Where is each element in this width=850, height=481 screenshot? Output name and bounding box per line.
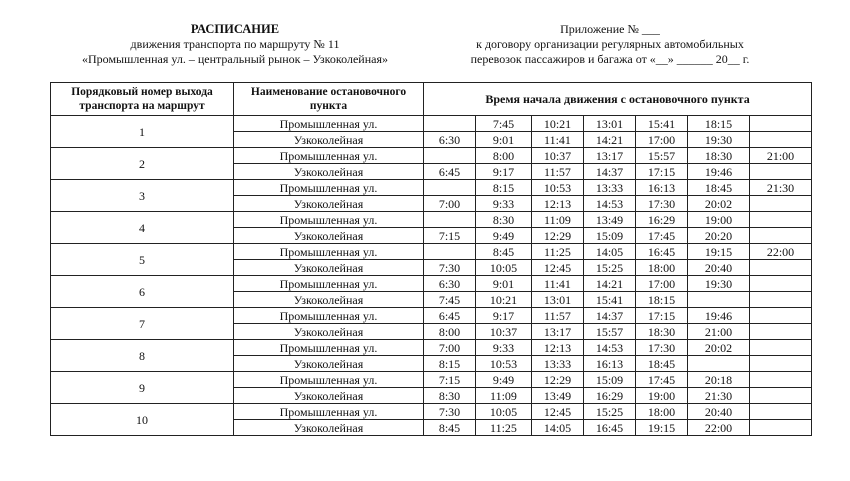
departure-time-cell: 20:20 — [688, 228, 750, 244]
departure-time-cell — [750, 212, 812, 228]
departure-time-cell: 14:21 — [584, 276, 636, 292]
appendix-heading — [440, 22, 780, 67]
departure-time-cell: 22:00 — [750, 244, 812, 260]
departure-time-cell: 19:46 — [688, 164, 750, 180]
route-number-cell: 1 — [51, 116, 234, 148]
departure-time-cell: 10:53 — [532, 180, 584, 196]
departure-time-cell: 7:00 — [424, 196, 476, 212]
departure-time-cell: 20:40 — [688, 260, 750, 276]
departure-time-cell: 15:57 — [584, 324, 636, 340]
route-number-cell: 9 — [51, 372, 234, 404]
departure-time-cell: 9:49 — [476, 228, 532, 244]
departure-time-cell — [688, 292, 750, 308]
stop-name-cell: Промышленная ул. — [234, 340, 424, 356]
departure-time-cell — [750, 164, 812, 180]
departure-time-cell: 20:02 — [688, 196, 750, 212]
departure-time-cell: 12:13 — [532, 196, 584, 212]
table-row — [51, 404, 812, 420]
departure-time-cell: 18:30 — [688, 148, 750, 164]
departure-time-cell: 21:00 — [688, 324, 750, 340]
stop-name-cell: Узкоколейная — [234, 260, 424, 276]
departure-time-cell: 8:00 — [424, 324, 476, 340]
departure-time-cell: 16:29 — [584, 388, 636, 404]
departure-time-cell: 19:46 — [688, 308, 750, 324]
departure-time-cell: 16:13 — [584, 356, 636, 372]
departure-time-cell: 8:15 — [476, 180, 532, 196]
departure-time-cell: 13:17 — [584, 148, 636, 164]
departure-time-cell: 14:05 — [532, 420, 584, 436]
departure-time-cell: 9:17 — [476, 308, 532, 324]
departure-time-cell: 7:30 — [424, 404, 476, 420]
table-row — [51, 276, 812, 292]
departure-time-cell: 14:05 — [584, 244, 636, 260]
stop-name-cell: Узкоколейная — [234, 196, 424, 212]
stop-name-cell: Промышленная ул. — [234, 116, 424, 132]
table-header-row — [51, 83, 812, 116]
stop-name-cell: Промышленная ул. — [234, 244, 424, 260]
departure-time-cell: 10:21 — [476, 292, 532, 308]
departure-time-cell: 9:49 — [476, 372, 532, 388]
stop-name-cell: Узкоколейная — [234, 388, 424, 404]
departure-time-cell — [688, 356, 750, 372]
route-number-cell: 3 — [51, 180, 234, 212]
stop-name-cell: Узкоколейная — [234, 356, 424, 372]
departure-time-cell: 10:05 — [476, 260, 532, 276]
stop-name-cell: Промышленная ул. — [234, 276, 424, 292]
departure-time-cell: 9:33 — [476, 340, 532, 356]
departure-time-cell: 15:25 — [584, 404, 636, 420]
departure-time-cell: 16:45 — [584, 420, 636, 436]
departure-time-cell: 19:15 — [688, 244, 750, 260]
departure-time-cell — [750, 404, 812, 420]
departure-time-cell: 13:01 — [532, 292, 584, 308]
route-number-cell: 2 — [51, 148, 234, 180]
departure-time-cell: 21:30 — [750, 180, 812, 196]
departure-time-cell: 9:01 — [476, 132, 532, 148]
departure-time-cell: 7:45 — [476, 116, 532, 132]
departure-time-cell — [424, 148, 476, 164]
departure-time-cell: 9:17 — [476, 164, 532, 180]
departure-time-cell: 11:57 — [532, 308, 584, 324]
departure-time-cell: 20:18 — [688, 372, 750, 388]
departure-time-cell: 9:33 — [476, 196, 532, 212]
departure-time-cell: 8:00 — [476, 148, 532, 164]
departure-time-cell — [750, 388, 812, 404]
column-header-departure-times: Время начала движения с остановочного пункта — [424, 83, 812, 116]
departure-time-cell: 7:15 — [424, 228, 476, 244]
schedule-heading — [60, 22, 410, 67]
departure-time-cell — [424, 212, 476, 228]
departure-time-cell: 14:53 — [584, 340, 636, 356]
departure-time-cell: 13:49 — [532, 388, 584, 404]
departure-time-cell: 19:15 — [636, 420, 688, 436]
departure-time-cell: 7:00 — [424, 340, 476, 356]
departure-time-cell: 11:25 — [532, 244, 584, 260]
stop-name-cell: Узкоколейная — [234, 228, 424, 244]
stop-name-cell: Узкоколейная — [234, 292, 424, 308]
departure-time-cell: 18:00 — [636, 404, 688, 420]
departure-time-cell — [750, 356, 812, 372]
departure-time-cell: 13:49 — [584, 212, 636, 228]
departure-time-cell — [424, 244, 476, 260]
table-row — [51, 180, 812, 196]
departure-time-cell: 17:45 — [636, 372, 688, 388]
departure-time-cell — [750, 196, 812, 212]
document-title: РАСПИСАНИЕ — [190, 22, 280, 36]
departure-time-cell: 17:15 — [636, 308, 688, 324]
stop-name-cell: Промышленная ул. — [234, 404, 424, 420]
departure-time-cell: 18:30 — [636, 324, 688, 340]
departure-time-cell: 20:40 — [688, 404, 750, 420]
departure-time-cell: 8:15 — [424, 356, 476, 372]
departure-time-cell: 17:30 — [636, 196, 688, 212]
departure-time-cell — [750, 420, 812, 436]
route-number-cell: 5 — [51, 244, 234, 276]
departure-time-cell: 7:30 — [424, 260, 476, 276]
departure-time-cell: 6:30 — [424, 276, 476, 292]
departure-time-cell: 12:45 — [532, 260, 584, 276]
departure-time-cell: 13:01 — [584, 116, 636, 132]
route-number-cell: 8 — [51, 340, 234, 372]
departure-time-cell: 19:00 — [688, 212, 750, 228]
stop-name-cell: Узкоколейная — [234, 132, 424, 148]
departure-time-cell: 20:02 — [688, 340, 750, 356]
departure-time-cell: 17:45 — [636, 228, 688, 244]
departure-time-cell: 16:13 — [636, 180, 688, 196]
departure-time-cell: 16:29 — [636, 212, 688, 228]
schedule-body — [51, 116, 812, 436]
departure-time-cell: 8:45 — [476, 244, 532, 260]
departure-time-cell — [750, 324, 812, 340]
route-number-cell: 10 — [51, 404, 234, 436]
departure-time-cell — [750, 372, 812, 388]
departure-time-cell: 18:45 — [636, 356, 688, 372]
stop-name-cell: Промышленная ул. — [234, 308, 424, 324]
departure-time-cell — [424, 116, 476, 132]
table-row — [51, 244, 812, 260]
departure-time-cell: 17:00 — [636, 132, 688, 148]
table-row — [51, 308, 812, 324]
departure-time-cell: 8:30 — [424, 388, 476, 404]
contract-reference: к договору организации регулярных автомобильных — [476, 37, 744, 51]
departure-time-cell: 7:45 — [424, 292, 476, 308]
departure-time-cell: 15:41 — [584, 292, 636, 308]
stop-name-cell: Промышленная ул. — [234, 372, 424, 388]
departure-time-cell: 15:57 — [636, 148, 688, 164]
departure-time-cell: 22:00 — [688, 420, 750, 436]
stop-name-cell: Промышленная ул. — [234, 148, 424, 164]
departure-time-cell: 6:45 — [424, 164, 476, 180]
departure-time-cell: 21:30 — [688, 388, 750, 404]
table-row — [51, 340, 812, 356]
departure-time-cell: 11:25 — [476, 420, 532, 436]
route-number-cell: 4 — [51, 212, 234, 244]
departure-time-cell: 18:45 — [688, 180, 750, 196]
departure-time-cell: 15:09 — [584, 372, 636, 388]
departure-time-cell: 16:45 — [636, 244, 688, 260]
departure-time-cell: 6:30 — [424, 132, 476, 148]
stop-name-cell: Промышленная ул. — [234, 212, 424, 228]
column-header-stop-name: Наименование остановочного пункта — [234, 83, 424, 116]
departure-time-cell: 8:30 — [476, 212, 532, 228]
stop-name-cell: Узкоколейная — [234, 324, 424, 340]
departure-time-cell: 12:13 — [532, 340, 584, 356]
departure-time-cell: 9:01 — [476, 276, 532, 292]
departure-time-cell: 11:09 — [532, 212, 584, 228]
route-description: движения транспорта по маршруту № 11 — [130, 37, 340, 51]
departure-time-cell — [750, 132, 812, 148]
stop-name-cell: Узкоколейная — [234, 420, 424, 436]
departure-time-cell: 18:15 — [636, 292, 688, 308]
table-row — [51, 116, 812, 132]
departure-time-cell — [750, 116, 812, 132]
departure-time-cell: 11:57 — [532, 164, 584, 180]
departure-time-cell: 17:30 — [636, 340, 688, 356]
departure-time-cell: 19:30 — [688, 276, 750, 292]
departure-time-cell: 13:33 — [584, 180, 636, 196]
departure-time-cell: 12:45 — [532, 404, 584, 420]
departure-time-cell: 14:21 — [584, 132, 636, 148]
departure-time-cell: 11:09 — [476, 388, 532, 404]
appendix-number: Приложение № ___ — [560, 22, 660, 36]
departure-time-cell: 6:45 — [424, 308, 476, 324]
departure-time-cell: 8:45 — [424, 420, 476, 436]
departure-time-cell: 10:53 — [476, 356, 532, 372]
departure-time-cell — [750, 276, 812, 292]
departure-time-cell: 15:09 — [584, 228, 636, 244]
column-header-route-number: Порядковый номер выхода транспорта на маршрут — [51, 83, 234, 116]
departure-time-cell: 21:00 — [750, 148, 812, 164]
departure-time-cell: 14:37 — [584, 164, 636, 180]
route-stops: «Промышленная ул. – центральный рынок – Узкоколейная» — [82, 52, 388, 66]
departure-time-cell: 19:30 — [688, 132, 750, 148]
departure-time-cell: 15:25 — [584, 260, 636, 276]
contract-date: перевозок пассажиров и багажа от «__» ______ 20__ г. — [470, 52, 750, 66]
table-row — [51, 372, 812, 388]
departure-time-cell — [750, 340, 812, 356]
departure-time-cell: 13:17 — [532, 324, 584, 340]
departure-time-cell: 14:53 — [584, 196, 636, 212]
stop-name-cell: Промышленная ул. — [234, 180, 424, 196]
departure-time-cell: 10:21 — [532, 116, 584, 132]
table-row — [51, 148, 812, 164]
departure-time-cell — [750, 228, 812, 244]
departure-time-cell: 17:15 — [636, 164, 688, 180]
departure-time-cell: 18:15 — [688, 116, 750, 132]
schedule-table — [50, 82, 812, 436]
departure-time-cell: 14:37 — [584, 308, 636, 324]
departure-time-cell: 10:05 — [476, 404, 532, 420]
departure-time-cell: 7:15 — [424, 372, 476, 388]
departure-time-cell: 17:00 — [636, 276, 688, 292]
departure-time-cell: 12:29 — [532, 228, 584, 244]
departure-time-cell: 10:37 — [476, 324, 532, 340]
route-number-cell: 7 — [51, 308, 234, 340]
departure-time-cell: 13:33 — [532, 356, 584, 372]
route-number-cell: 6 — [51, 276, 234, 308]
departure-time-cell: 15:41 — [636, 116, 688, 132]
departure-time-cell: 18:00 — [636, 260, 688, 276]
departure-time-cell — [424, 180, 476, 196]
departure-time-cell: 19:00 — [636, 388, 688, 404]
departure-time-cell: 12:29 — [532, 372, 584, 388]
departure-time-cell: 11:41 — [532, 132, 584, 148]
departure-time-cell — [750, 308, 812, 324]
departure-time-cell: 11:41 — [532, 276, 584, 292]
table-row — [51, 212, 812, 228]
departure-time-cell: 10:37 — [532, 148, 584, 164]
stop-name-cell: Узкоколейная — [234, 164, 424, 180]
departure-time-cell — [750, 292, 812, 308]
departure-time-cell — [750, 260, 812, 276]
